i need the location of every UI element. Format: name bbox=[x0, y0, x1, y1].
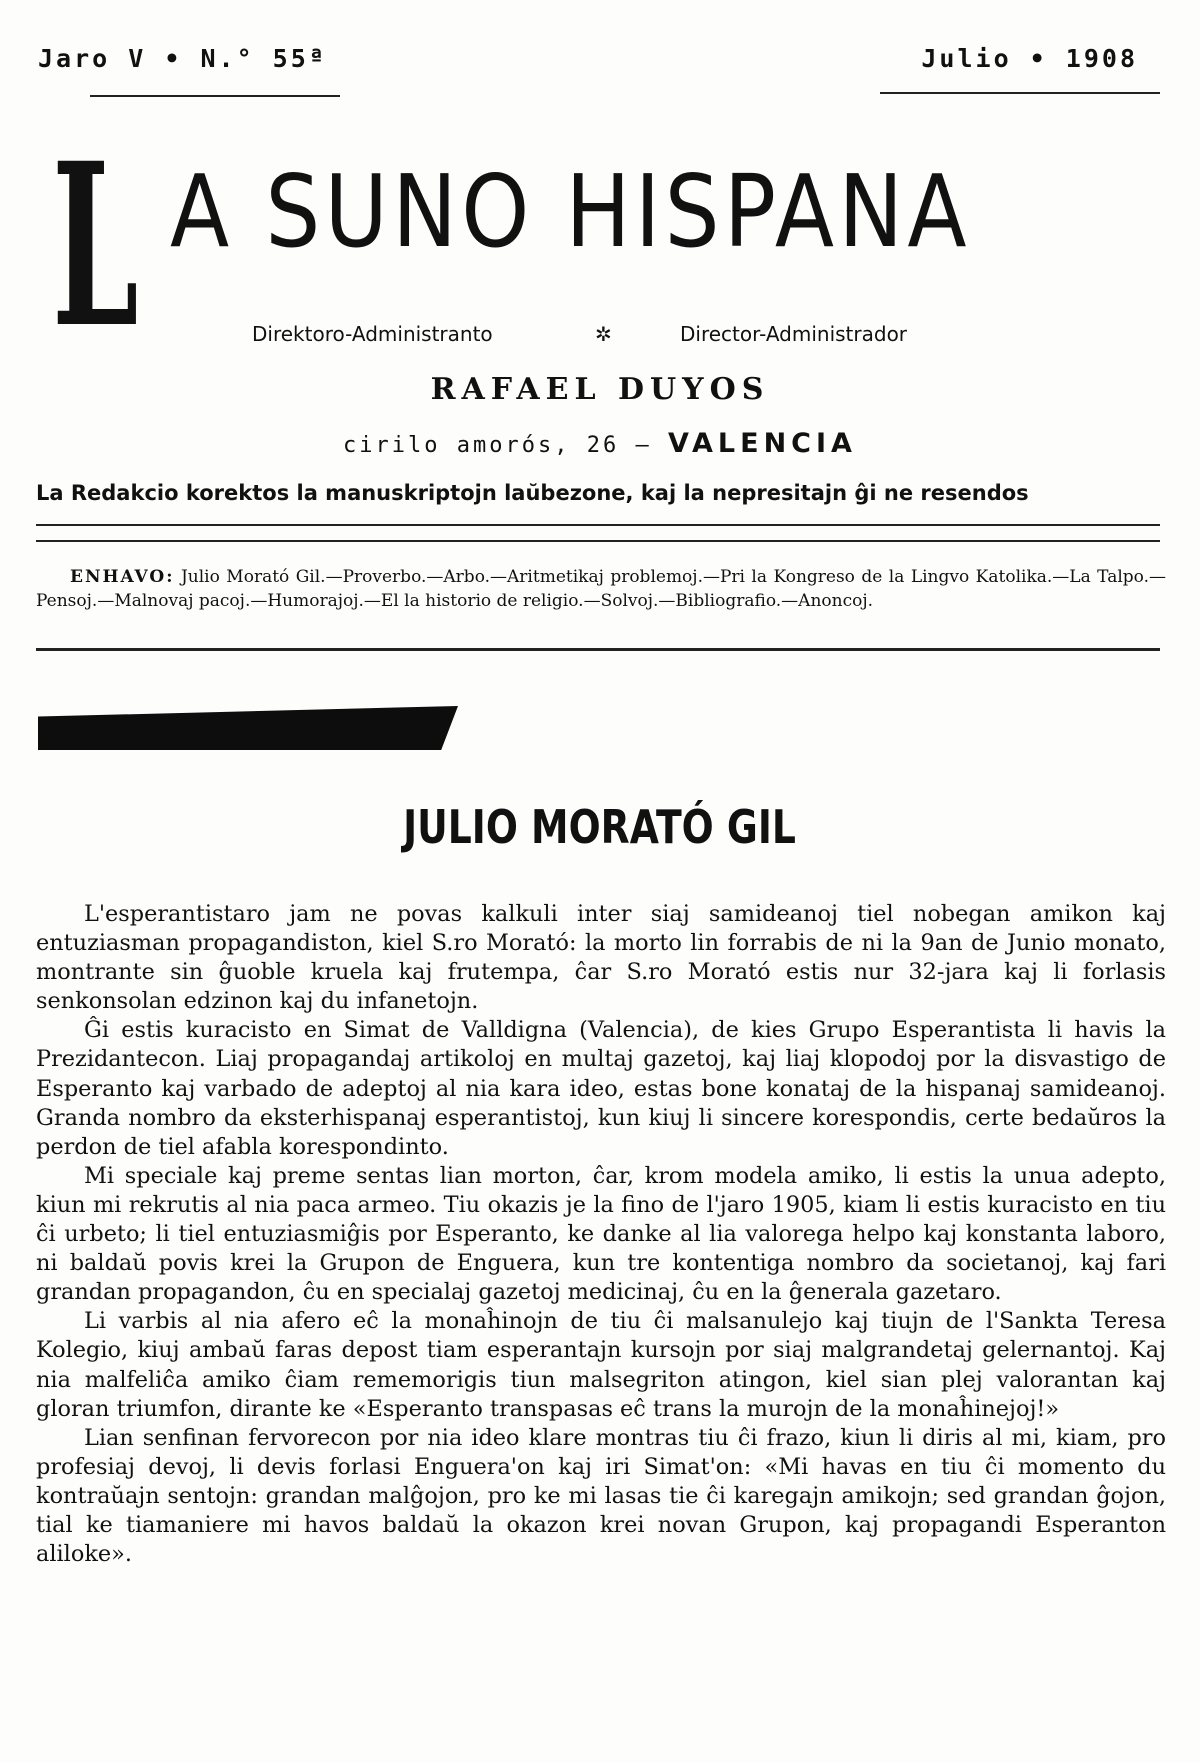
address-line bbox=[0, 428, 1200, 459]
notice-rule-bottom bbox=[36, 540, 1160, 542]
issue-date: Julio • 1908 bbox=[921, 44, 1138, 73]
article-paragraph: Li varbis al nia afero eĉ la monaĥinojn de tiu ĉi malsanulejo kaj tiujn de l'Sankta Teresa Kolegio, kiuj ambaŭ faras depost tiam esperantajn kursojn por siaj malgrandetaj gelernantoj. Kaj nia malfeliĉa amiko ĉiam rememorigis tiun malsegriton atingon, kiel sian plej valorantan kaj gloran triumfon, dirante ke «Esperanto transpasas eĉ trans la murojn de la monaĥinejoj!» bbox=[36, 1308, 1166, 1422]
article-title bbox=[0, 800, 1200, 854]
newspaper-title bbox=[52, 114, 1162, 377]
article-body bbox=[36, 900, 1166, 1569]
mourning-bar bbox=[38, 706, 458, 750]
contents-summary bbox=[36, 565, 1166, 613]
notice-rule-top bbox=[36, 524, 1160, 526]
role-esperanto: Direktoro-Administranto bbox=[252, 322, 493, 346]
contents-rule bbox=[36, 648, 1160, 651]
masthead-rule-left bbox=[90, 95, 340, 97]
director-name: RAFAEL DUYOS bbox=[430, 372, 770, 407]
contents-label: ENHAVO: bbox=[70, 567, 175, 587]
role-spanish: Director-Administrador bbox=[680, 322, 908, 346]
editorial-notice: La Redakcio korektos la manuskriptojn laŭbezone, kaj la nepresitajn ĝi ne resendos bbox=[36, 481, 1029, 505]
article-paragraph: L'esperantistaro jam ne povas kalkuli inter siaj samideanoj tiel nobegan amikon kaj entuziasman propagandiston, kiel S.ro Morató: la morto lin forrabis de ni la 9an de Junio monato, montrante sin ĝuoble kruela kaj frutempa, ĉar S.ro Morató estis nur 32-jara kaj li forlasis senkonsolan edzinon kaj du infanetojn. bbox=[36, 901, 1166, 1015]
article-paragraph: Mi speciale kaj preme sentas lian morton, ĉar, krom modela amiko, li estis la unua adepto, kiun mi rekrutis al nia paca armeo. Tiu okazis je la fino de l'jaro 1905, kiam li estis kuracisto en tiu ĉi urbeto; li tiel entuziasmiĝis por Esperanto, ke danke al lia valorega helpo kaj konstanta laboro, ni baldaŭ povis krei la Grupon de Enguera, kun tre kontentiga nombro da societanoj, kaj fari grandan propagandon, ĉu en specialaj gazetoj medicinaj, ĉu en la ĝenerala gazetaro. bbox=[36, 1162, 1166, 1306]
article-paragraph: Ĝi estis kuracisto en Simat de Valldigna (Valencia), de kies Grupo Esperantista li havis la Prezidantecon. Liaj propagandaj artikoloj en multaj gazetoj, kaj liaj klopodoj por la disvastigo de Esperanto kaj varbado de adeptoj al nia kara ideo, estas bone konataj de la hispanaj samideanoj. Granda nombro da eksterhispanaj esperantistoj, kun kiuj li sincere korespondis, certe bedaŭros la perdon de tiel afabla korespondinto. bbox=[36, 1017, 1166, 1160]
issue-number: Jaro V • N.° 55ª bbox=[38, 44, 327, 73]
article-title-text: JULIO MORATÓ GIL bbox=[403, 800, 797, 854]
title-text: A SUNO HISPANA bbox=[170, 153, 971, 270]
title-initial: L bbox=[52, 114, 139, 377]
address-street: cirilo amorós, 26 — bbox=[343, 433, 652, 458]
address-city: VALENCIA bbox=[667, 428, 857, 459]
article-paragraph: Lian senfinan fervorecon por nia ideo klare montras tiu ĉi frazo, kiun li diris al mi, kiam, pro profesiaj devoj, li devis forlasi Enguera'on kaj iri Simat'on: «Mi havas en tiu ĉi momento du kontraŭajn sentojn: grandan malĝojon, pro ke mi lasas tie ĉi karegajn amikojn; sed grandan ĝojon, tial ke tiamaniere mi havos baldaŭ la okazon krei novan Grupon, kaj propagandi Esperanton aliloke». bbox=[36, 1424, 1166, 1568]
contents-text: Julio Morató Gil.—Proverbo.—Arbo.—Aritmetikaj problemoj.—Pri la Kongreso de la Lingvo Katolika.—La Talpo.—Pensoj.—Malnovaj pacoj.—Humorajoj.—El la historio de religio.—Solvoj.—Bibliografio.—Anoncoj. bbox=[36, 567, 1166, 611]
masthead-rule-right bbox=[880, 92, 1160, 94]
role-separator-icon: ✲ bbox=[595, 322, 612, 346]
